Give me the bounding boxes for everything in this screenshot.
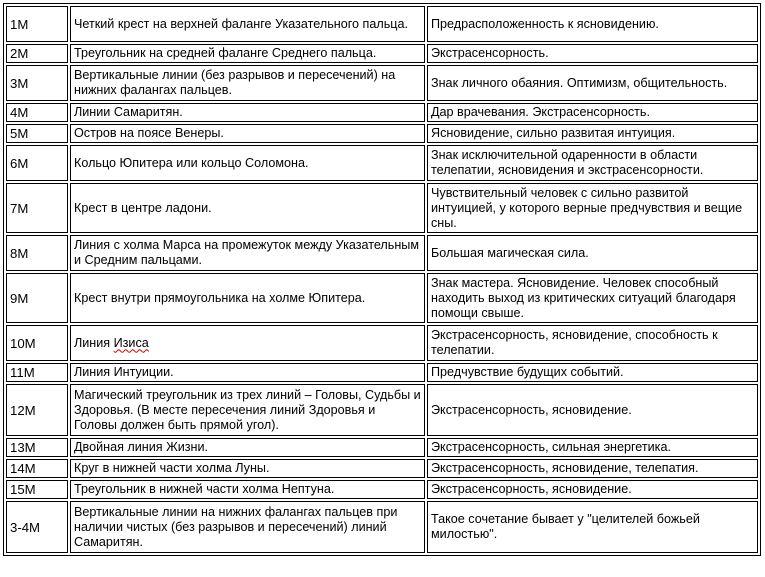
table-row <box>6 480 758 499</box>
row-meaning: Знак исключительной одаренности в области телепатии, ясновидения и экстрасенсорности. <box>427 145 758 181</box>
row-meaning: Экстрасенсорность, сильная энергетика. <box>427 438 758 457</box>
row-code: 4М <box>6 103 68 122</box>
row-sign: Вертикальные линии (без разрывов и пересечений) на нижних фалангах пальцев. <box>70 65 425 101</box>
row-code: 13М <box>6 438 68 457</box>
table-row <box>6 65 758 101</box>
table-row <box>6 273 758 323</box>
row-meaning: Экстрасенсорность. <box>427 44 758 63</box>
row-code: 15М <box>6 480 68 499</box>
row-meaning: Экстрасенсорность, ясновидение. <box>427 480 758 499</box>
row-sign: Треугольник в нижней части холма Нептуна. <box>70 480 425 499</box>
row-code: 12М <box>6 384 68 436</box>
row-sign: Крест в центре ладони. <box>70 183 425 233</box>
row-code: 10М <box>6 325 68 361</box>
row-meaning: Предрасположенность к ясновидению. <box>427 6 758 42</box>
table-row <box>6 44 758 63</box>
row-meaning: Экстрасенсорность, ясновидение. <box>427 384 758 436</box>
row-sign: Остров на поясе Венеры. <box>70 124 425 143</box>
spellcheck-marked-word: Изиса <box>113 335 149 350</box>
table-row <box>6 145 758 181</box>
table-row <box>6 235 758 271</box>
row-code: 8М <box>6 235 68 271</box>
row-meaning: Предчувствие будущих событий. <box>427 363 758 382</box>
row-code: 3М <box>6 65 68 101</box>
row-sign: Линия Интуиции. <box>70 363 425 382</box>
row-sign: Вертикальные линии на нижних фалангах пальцев при наличии чистых (без разрывов и пересечений) линий Самаритян. <box>70 501 425 553</box>
table-row <box>6 384 758 436</box>
row-sign <box>70 325 425 361</box>
row-code: 14М <box>6 459 68 478</box>
row-meaning: Чувствительный человек с сильно развитой интуицией, у которого верные предчувствия и вещие сны. <box>427 183 758 233</box>
palm-signs-table <box>3 3 761 556</box>
row-sign: Магический треугольник из трех линий – Головы, Судьбы и Здоровья. (В месте пересечения линий Здоровья и Головы должен быть прямой угол). <box>70 384 425 436</box>
row-sign: Двойная линия Жизни. <box>70 438 425 457</box>
table-row <box>6 183 758 233</box>
table-row <box>6 438 758 457</box>
row-code: 7М <box>6 183 68 233</box>
table-row <box>6 363 758 382</box>
row-code: 6М <box>6 145 68 181</box>
row-sign: Кольцо Юпитера или кольцо Соломона. <box>70 145 425 181</box>
row-meaning: Ясновидение, сильно развитая интуиция. <box>427 124 758 143</box>
row-sign: Круг в нижней части холма Луны. <box>70 459 425 478</box>
table-row <box>6 459 758 478</box>
table-row <box>6 501 758 553</box>
row-code: 5М <box>6 124 68 143</box>
row-meaning: Знак личного обаяния. Оптимизм, общительность. <box>427 65 758 101</box>
table-row <box>6 103 758 122</box>
row-sign: Линии Самаритян. <box>70 103 425 122</box>
table-row <box>6 124 758 143</box>
row-code: 2М <box>6 44 68 63</box>
row-meaning: Такое сочетание бывает у "целителей божьей милостью". <box>427 501 758 553</box>
table-row <box>6 6 758 42</box>
row-sign: Треугольник на средней фаланге Среднего пальца. <box>70 44 425 63</box>
row-sign: Линия с холма Марса на промежуток между Указательным и Средним пальцами. <box>70 235 425 271</box>
row-sign: Четкий крест на верхней фаланге Указательного пальца. <box>70 6 425 42</box>
row-code: 11М <box>6 363 68 382</box>
table-row <box>6 325 758 361</box>
row-sign: Крест внутри прямоугольника на холме Юпитера. <box>70 273 425 323</box>
row-code: 3-4М <box>6 501 68 553</box>
row-code: 1М <box>6 6 68 42</box>
sign-text: Линия <box>74 335 114 350</box>
row-meaning: Большая магическая сила. <box>427 235 758 271</box>
row-code: 9М <box>6 273 68 323</box>
row-meaning: Экстрасенсорность, ясновидение, способность к телепатии. <box>427 325 758 361</box>
row-meaning: Знак мастера. Ясновидение. Человек способный находить выход из критических ситуаций благодаря помощи свыше. <box>427 273 758 323</box>
row-meaning: Дар врачевания. Экстрасенсорность. <box>427 103 758 122</box>
row-meaning: Экстрасенсорность, ясновидение, телепатия. <box>427 459 758 478</box>
table-body <box>6 6 758 553</box>
